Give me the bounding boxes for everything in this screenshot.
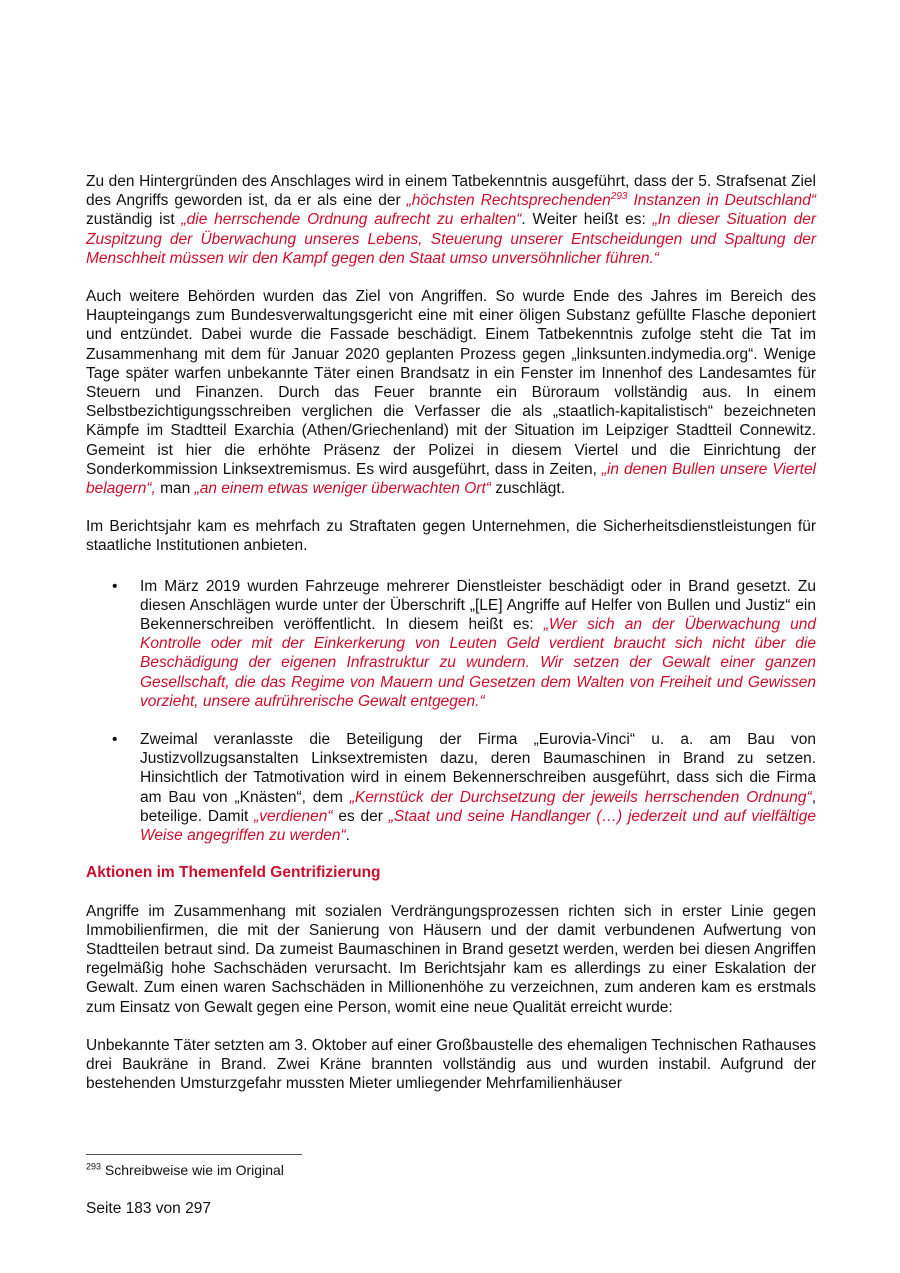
section-heading: Aktionen im Themenfeld Gentrifizierung bbox=[86, 864, 381, 882]
footnote-text: Schreibweise wie im Original bbox=[101, 1162, 284, 1178]
quote: „Wer sich an der Überwachung und Kontrolle oder mit der Einkerkerung von Leuten Geld verdient braucht sich nicht über die Beschädigung der eigenen Infrastruktur zu wundern. Wir setzen der Gewalt einer ganzen Gesellschaft, die das Regime von Mauern und Gesetzen dem Walten von Freiheit und Gewissen vorzieht, unsere aufrührerische Gewalt entgegen.“ bbox=[140, 616, 816, 710]
list-item-text bbox=[140, 577, 816, 711]
list-item-text bbox=[140, 730, 816, 845]
text-run: Zu den Hintergründen des Anschlages wird in einem Tatbekenntnis ausgeführt, dass der 5. Strafsenat Ziel des Angriffs geworden ist, da er als eine der bbox=[86, 173, 816, 210]
paragraph-authorities bbox=[86, 287, 816, 498]
paragraph-companies bbox=[86, 517, 816, 555]
quote: „Kernstück der Durchsetzung der jeweils herrschenden Ordnung“ bbox=[349, 788, 812, 806]
list-item bbox=[86, 577, 816, 711]
text-run: zuständig ist bbox=[86, 211, 182, 229]
text-run: , beteilige. Damit bbox=[140, 788, 817, 825]
quote: „höchsten Rechtsprechenden$^{293}$ Instanzen in Deutschland“ bbox=[406, 191, 816, 210]
paragraph-cranes bbox=[86, 1036, 816, 1094]
text-run: . bbox=[345, 827, 350, 845]
text-run: zuschlägt. bbox=[490, 480, 566, 498]
paragraph-background bbox=[86, 172, 816, 268]
quote: „an einem etwas weniger überwachten Ort“ bbox=[194, 480, 491, 498]
bullet-icon: • bbox=[112, 731, 118, 749]
text-run: Unbekannte Täter setzten am 3. Oktober auf einer Großbaustelle des ehemaligen Technischen Rathauses drei Baukräne in Brand. Zwei Kräne brannten vollständig aus und wurden instabil. Aufgrund der bestehenden Umsturzgefahr mussten Mieter umliegender Mehrfamilienhäuser bbox=[86, 1036, 816, 1093]
page-body bbox=[86, 172, 816, 1093]
text-run: Zweimal veranlasste die Beteiligung der Firma „Eurovia-Vinci“ u. a. am Bau von Justizvollzugsanstalten Linksextremisten dazu, deren Baumaschinen in Brand zu setzen. Hinsichtlich der Tatmotivation wird in einem Bekennerschreiben ausgeführt, dass sich die Firma am Bau von „Knästen“, dem bbox=[140, 731, 816, 806]
text-run: Im März 2019 wurden Fahrzeuge mehrerer Dienstleister beschädigt oder in Brand gesetzt. Zu diesen Anschlägen wurde unter der Überschrift „[LE] Angriffe auf Helfer von Bullen und Justiz“ ein Bekennerschreiben veröffentlicht. In diesem heißt es: bbox=[140, 577, 816, 634]
quote: „In dieser Situation der Zuspitzung der Überwachung unseres Lebens, Steuerung unserer Entscheidungen und Spaltung der Menschheit müssen wir den Kampf gegen den Staat umso unversöhnlicher führen.“ bbox=[86, 211, 817, 267]
quote: „Staat und seine Handlanger (…) jederzeit und auf vielfältige Weise angegriffen zu werden“ bbox=[140, 807, 816, 845]
bullet-icon: • bbox=[112, 577, 118, 595]
quote: „verdienen“ bbox=[254, 807, 333, 825]
text-run: man bbox=[155, 480, 195, 498]
text-run: Im Berichtsjahr kam es mehrfach zu Straftaten gegen Unternehmen, die Sicherheitsdienstleistungen für staatliche Institutionen anbieten. bbox=[86, 518, 816, 555]
text-run: es der bbox=[332, 807, 389, 825]
text-run: . Weiter heißt es: bbox=[521, 211, 653, 229]
footnote-divider bbox=[86, 1154, 302, 1155]
paragraph-gentrification bbox=[86, 902, 816, 1017]
bullet-list bbox=[86, 577, 816, 846]
footnote-reference[interactable]: 293 bbox=[610, 191, 628, 203]
footnote-number: 293 bbox=[86, 1161, 102, 1172]
footnote bbox=[86, 1161, 284, 1179]
quote: „die herrschende Ordnung aufrecht zu erhalten“ bbox=[181, 211, 522, 229]
quote: „in denen Bullen unsere Viertel belagern“, bbox=[86, 460, 817, 498]
list-item bbox=[86, 730, 816, 845]
text-run: Angriffe im Zusammenhang mit sozialen Verdrängungsprozessen richten sich in erster Linie gegen Immobilienfirmen, die mit der Sanierung von Häusern und der damit verbundenen Aufwertung von Stadtteilen betraut sind. Da zumeist Baumaschinen in Brand gesetzt werden, werden bei diesen Angriffen regelmäßig hohe Sachschäden verursacht. Im Berichtsjahr kam es allerdings zu einer Eskalation der Gewalt. Zum einen waren Sachschäden in Millionenhöhe zu verzeichnen, zum anderen kam es erstmals zum Einsatz von Gewalt gegen eine Person, womit eine neue Qualität erreicht wurde: bbox=[86, 902, 816, 1016]
text-run: Auch weitere Behörden wurden das Ziel von Angriffen. So wurde Ende des Jahres im Bereich des Haupteingangs zum Bundesverwaltungsgericht eine mit einer öligen Substanz gefüllte Flasche deponiert und entzündet. Dabei wurde die Fassade beschädigt. Einem Tatbekenntnis zufolge steht die Tat im Zusammenhang mit dem für Januar 2020 geplanten Prozess gegen „linksunten.indymedia.org“. Wenige Tage später warfen unbekannte Täter einen Brandsatz in ein Fenster im Innenhof des Landesamtes für Steuern und Finanzen. Durch das Feuer brannte ein Büroraum vollständig aus. In einem Selbstbezichtigungsschreiben verglichen die Verfasser die als „staatlich-kapitalistisch“ bezeichneten Kämpfe im Stadtteil Exarchia (Athen/Griechenland) mit der Situation im Leipziger Stadtteil Connewitz. Gemeint ist hier die erhöhte Präsenz der Polizei in diesem Viertel und die Einrichtung der Sonderkommission Linksextremismus. Es wird ausgeführt, dass in Zeiten, bbox=[86, 288, 816, 478]
page-number: Seite 183 von 297 bbox=[86, 1200, 211, 1217]
